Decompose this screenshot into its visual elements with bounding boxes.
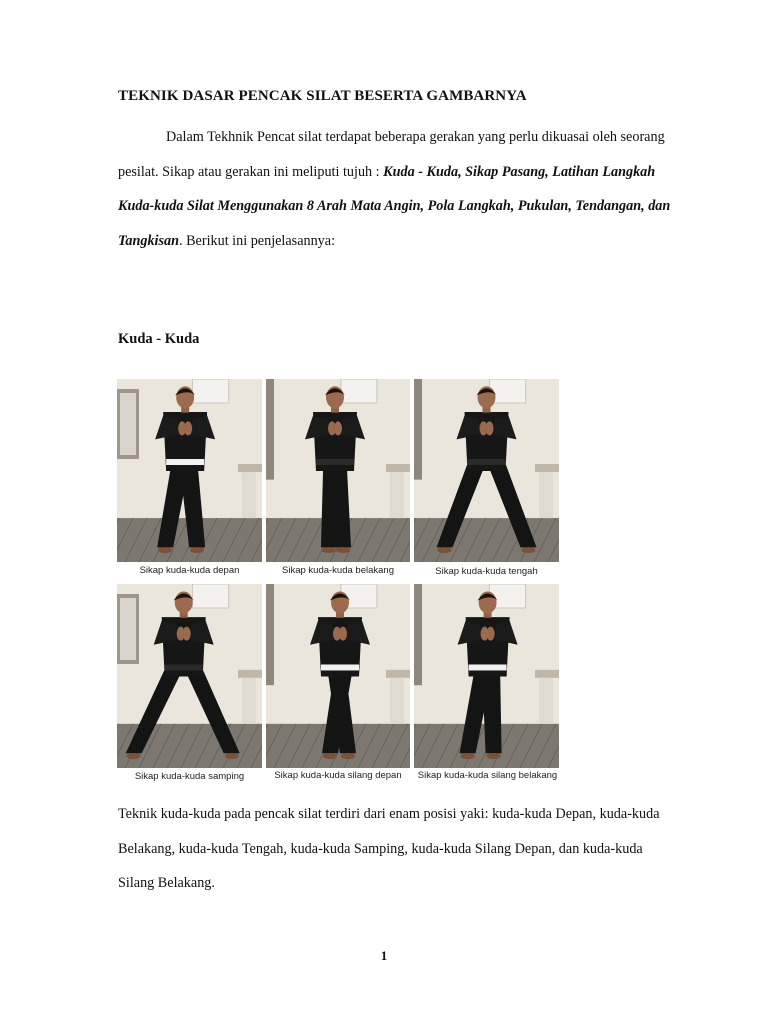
photo-kuda-kuda-silang-belakang <box>414 584 559 768</box>
section-heading: Kuda - Kuda <box>118 331 200 347</box>
caption-belakang: Sikap kuda-kuda belakang <box>282 565 394 576</box>
intro-paragraph <box>118 120 678 258</box>
photo-kuda-kuda-silang-depan <box>266 584 410 768</box>
photo-illustration <box>266 379 410 562</box>
photo-illustration <box>414 584 559 768</box>
intro-text-end: . Berikut ini penjelasannya: <box>178 232 336 249</box>
page-number: 1 <box>380 948 388 963</box>
caption-tengah: Sikap kuda-kuda tengah <box>435 566 538 577</box>
body-paragraph <box>118 797 678 901</box>
caption-samping: Sikap kuda-kuda samping <box>134 771 245 782</box>
photo-kuda-kuda-belakang <box>266 379 410 562</box>
intro-text: Dalam Tekhnik Pencat silat terdapat beberapa gerakan yang perlu dikuasai oleh seorang pesilat. Sikap atau gerakan ini meliputi tujuh : <box>118 129 665 180</box>
photo-illustration <box>266 584 410 768</box>
photo-illustration <box>117 584 262 768</box>
caption-silang-depan: Sikap kuda-kuda silang depan <box>274 770 402 781</box>
body-text: Teknik kuda-kuda pada pencak silat terdiri dari enam posisi yaki: kuda-kuda Depan, kuda-kuda Belakang, kuda-kuda Tengah, kuda-kuda Samping, kuda-kuda Silang Depan, dan kuda-kuda Silang Belakang. <box>118 806 660 891</box>
intro-bold-terms: Kuda - Kuda, Sikap Pasang, Latihan Langkah Kuda-kuda Silat Menggunakan 8 Arah Mata Angin, Pola Langkah, Pukulan, Tendangan, dan Tangkisan <box>118 163 671 249</box>
photo-illustration <box>414 379 559 562</box>
photo-kuda-kuda-tengah <box>414 379 559 562</box>
photo-kuda-kuda-samping <box>117 584 262 768</box>
caption-depan: Sikap kuda-kuda depan <box>139 565 240 576</box>
caption-silang-belakang: Sikap kuda-kuda silang belakang <box>417 770 558 781</box>
photo-kuda-kuda-depan <box>117 379 262 562</box>
photo-illustration <box>117 379 262 562</box>
page-title: TEKNIK DASAR PENCAK SILAT BESERTA GAMBARNYA <box>118 88 527 104</box>
